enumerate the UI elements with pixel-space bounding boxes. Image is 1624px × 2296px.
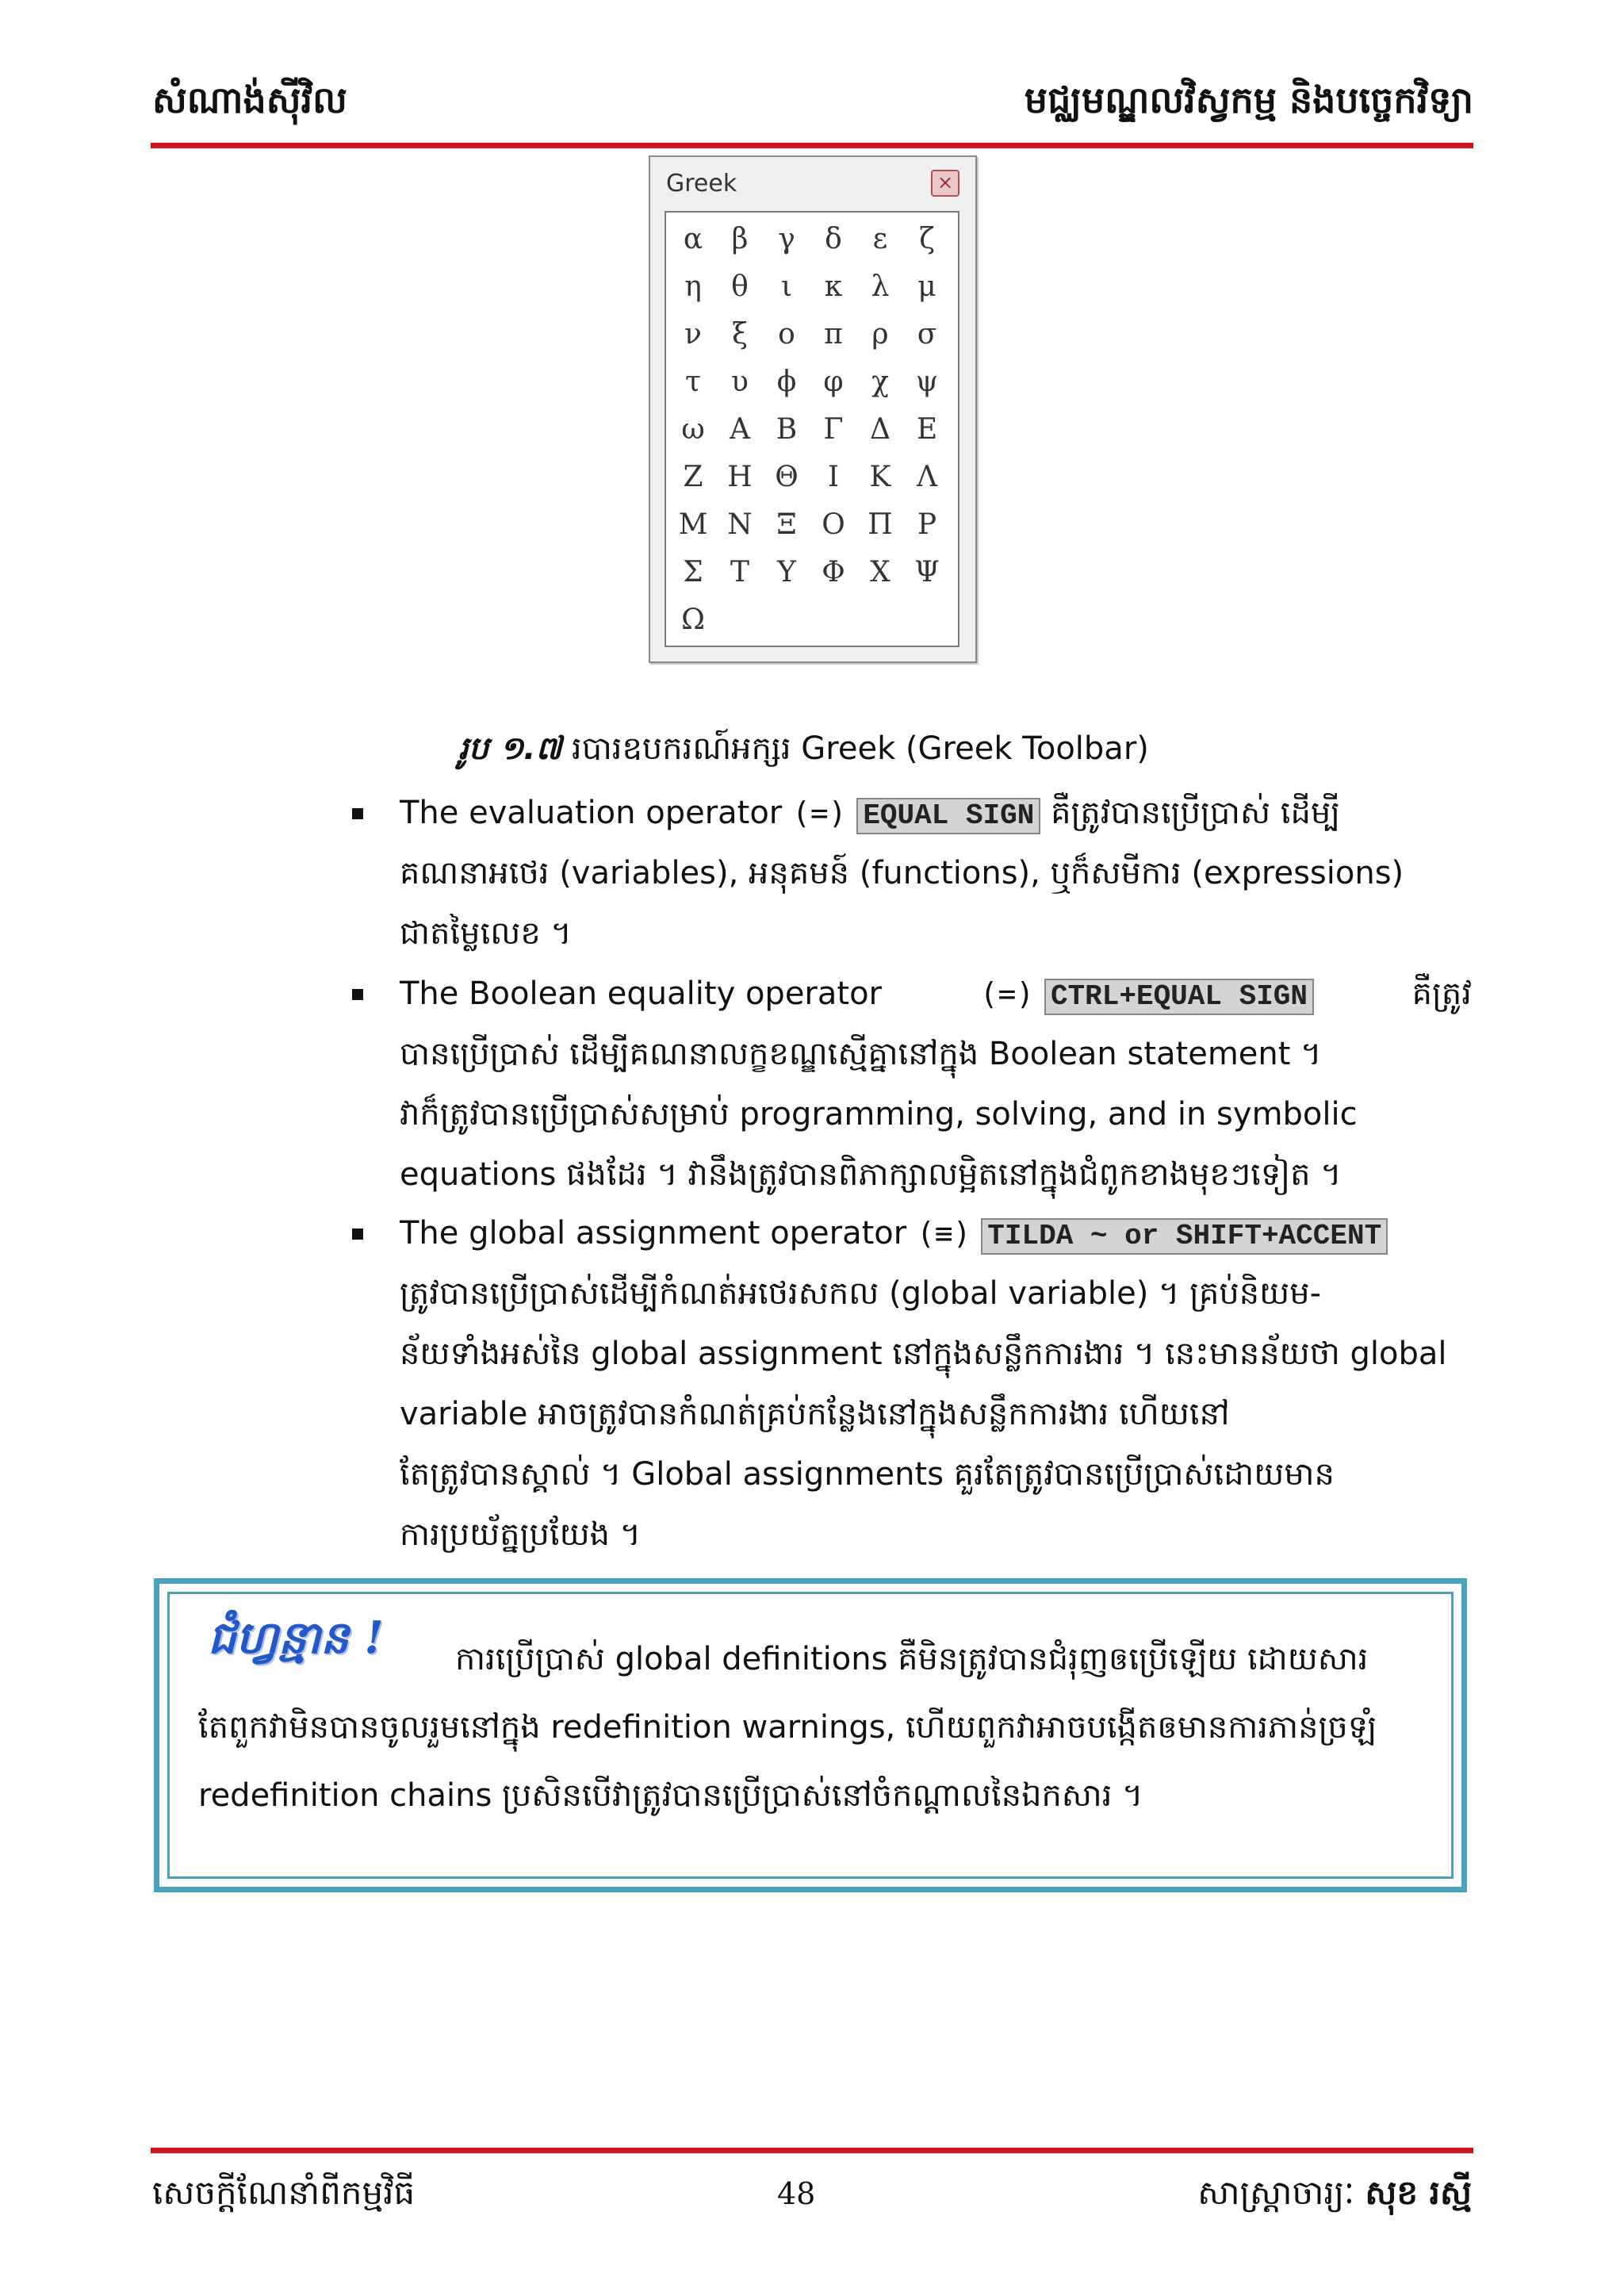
- header-left-title: សំណាង់ស៊ីវិល: [152, 79, 347, 121]
- bullet-2-line-2: បានប្រើប្រាស់ ដើម្បីគណនាលក្ខខណ្ឌស្មើគ្នានៅក្នុង Boolean statement ។: [400, 1036, 1322, 1072]
- figure-caption-text: របារឧបករណ៍អក្សរ Greek (Greek Toolbar): [561, 730, 1149, 767]
- bullet-square-icon: [352, 989, 363, 1000]
- bullet-2-line-3: វាក៏ត្រូវបានប្រើប្រាស់សម្រាប់ programming, solving, and in symbolic: [400, 1096, 1358, 1133]
- key-ctrl-equal-sign: CTRL+EQUAL SIGN: [1044, 979, 1314, 1015]
- header-rule: [151, 143, 1473, 148]
- bullet-text: The global assignment operator: [400, 1215, 917, 1251]
- greek-symbol-button[interactable]: Ο: [822, 508, 845, 541]
- greek-symbol-button[interactable]: Ψ: [914, 556, 940, 588]
- key-equal-sign: EQUAL SIGN: [856, 798, 1040, 834]
- greek-symbol-button[interactable]: Υ: [777, 556, 796, 588]
- bullet-1-line-1: [400, 793, 1472, 834]
- greek-toolbar-title: Greek: [666, 170, 737, 197]
- bullet-3-line-2: ត្រូវបានប្រើប្រាស់ដើម្បីកំណត់អថេរសកល (global variable) ។ គ្រប់និយម-: [400, 1275, 1322, 1312]
- greek-symbol-button[interactable]: υ: [731, 366, 749, 398]
- greek-symbol-button[interactable]: η: [684, 270, 702, 303]
- greek-symbol-button[interactable]: Ε: [916, 413, 938, 446]
- greek-symbol-button[interactable]: δ: [825, 223, 842, 255]
- greek-symbol-button[interactable]: Ζ: [683, 461, 703, 493]
- greek-symbol-button[interactable]: Δ: [870, 413, 891, 446]
- bullet-1-line-3: ជាតម្លៃលេខ ។: [400, 915, 572, 952]
- greek-symbol-button[interactable]: ϕ: [776, 366, 797, 398]
- greek-symbol-button[interactable]: μ: [917, 270, 936, 303]
- bullet-2-line-4: equations ផងដែរ ។ វានឹងត្រូវបានពិភាក្សាលម្អិតនៅក្នុងជំពូកខាងមុខៗទៀត ។: [400, 1156, 1342, 1193]
- greek-symbol-button[interactable]: Η: [727, 461, 753, 493]
- tip-line-2: តែពួកវាមិនបានចូលរួមនៅក្នុង redefinition warnings, ហើយពួកវាអាចបង្កើតឲមានការភាន់ច្រឡំ: [198, 1709, 1377, 1746]
- greek-symbol-button[interactable]: α: [683, 223, 703, 255]
- greek-symbol-button[interactable]: Κ: [869, 461, 891, 493]
- greek-symbol-button[interactable]: φ: [823, 366, 844, 398]
- greek-symbol-button[interactable]: Χ: [870, 556, 891, 588]
- greek-symbol-button[interactable]: ο: [778, 318, 795, 351]
- tip-title: ជំហ្វន្មាន !: [208, 1612, 384, 1664]
- greek-symbol-button[interactable]: Ρ: [917, 508, 937, 541]
- greek-symbol-button[interactable]: ψ: [915, 366, 939, 398]
- greek-symbol-button[interactable]: ν: [684, 318, 702, 351]
- greek-symbol-button[interactable]: π: [824, 318, 843, 351]
- figure-caption-label: រូប ១.៧: [458, 730, 562, 767]
- greek-symbol-button[interactable]: Μ: [678, 508, 708, 541]
- tip-line-1: ការប្រើប្រាស់ global definitions គឺមិនត្រូវបានជំរុញឲប្រើឡើយ ដោយសារ: [455, 1641, 1369, 1677]
- footer-author-label: សាស្ត្រាចារ្យៈ: [1197, 2173, 1365, 2212]
- greek-symbol-button[interactable]: Β: [776, 413, 798, 446]
- greek-toolbar-window: [649, 155, 977, 663]
- bullet-3-line-4: variable អាចត្រូវបានកំណត់គ្រប់កន្លែងនៅក្នុងសន្លឹកការងារ ហើយនៅ: [400, 1396, 1230, 1432]
- bullet-square-icon: [352, 808, 363, 819]
- greek-symbol-button[interactable]: γ: [778, 223, 795, 255]
- evaluation-operator-symbol: (=): [791, 795, 847, 830]
- greek-symbol-button[interactable]: Θ: [775, 461, 799, 493]
- greek-symbol-button[interactable]: Α: [730, 413, 750, 446]
- greek-symbol-button[interactable]: ι: [780, 270, 793, 303]
- greek-symbol-button[interactable]: ω: [681, 413, 705, 446]
- tip-line-3: redefinition chains ប្រសិនបើវាត្រូវបានប្រើប្រាស់នៅចំកណ្ដាលនៃឯកសារ ។: [198, 1777, 1143, 1814]
- bullet-square-icon: [352, 1228, 363, 1240]
- bullet-3-line-5: តែត្រូវបានស្គាល់ ។ Global assignments គួរតែត្រូវបានប្រើប្រាស់ដោយមាន: [400, 1456, 1335, 1493]
- page-number: 48: [777, 2176, 816, 2211]
- greek-symbol-button[interactable]: Λ: [917, 461, 937, 493]
- greek-toolbar-titlebar[interactable]: [650, 157, 975, 205]
- footer-left-text: សេចក្តីណែនាំពីកម្មវិធី: [152, 2173, 416, 2212]
- bullet-2-line-1: [400, 974, 1472, 1015]
- footer-author-name: សុខ រស្មី: [1365, 2173, 1472, 2212]
- bullet-text: The evaluation operator: [400, 795, 792, 831]
- greek-symbol-button[interactable]: Ω: [681, 604, 705, 636]
- footer-rule: [151, 2148, 1473, 2153]
- greek-symbol-button[interactable]: Ι: [827, 461, 840, 493]
- bullet-text: The Boolean equality operator: [400, 976, 882, 1012]
- greek-symbol-button[interactable]: ρ: [871, 318, 889, 351]
- greek-symbol-button[interactable]: Ν: [727, 508, 753, 541]
- greek-symbol-grid: [665, 211, 959, 647]
- close-icon[interactable]: ×: [931, 170, 959, 197]
- bullet-3-line-3: ន័យទាំងអស់នៃ global assignment នៅក្នុងសន្លឹកការងារ ។ នេះមានន័យថា global: [400, 1336, 1447, 1372]
- greek-symbol-button[interactable]: Π: [868, 508, 893, 541]
- footer-author: [1197, 2171, 1472, 2221]
- greek-symbol-button[interactable]: σ: [917, 318, 937, 351]
- greek-symbol-button[interactable]: λ: [871, 270, 890, 303]
- greek-symbol-button[interactable]: ζ: [919, 223, 935, 255]
- greek-symbol-button[interactable]: τ: [685, 366, 701, 398]
- bullet-text: គឺត្រូវ: [1411, 976, 1472, 1012]
- greek-symbol-button[interactable]: ξ: [732, 318, 748, 351]
- key-tilda-shift-accent: TILDA ~ or SHIFT+ACCENT: [981, 1218, 1388, 1255]
- boolean-operator-symbol: (=): [979, 976, 1035, 1011]
- greek-symbol-button[interactable]: Τ: [730, 556, 749, 588]
- bullet-3-line-6: ការប្រយ័ត្នប្រយែង ។: [400, 1516, 642, 1553]
- header-right-title: មជ្ឈមណ្ឌលវិស្វកម្ម និងបច្ចេកវិទ្យា: [1024, 79, 1473, 121]
- greek-symbol-button[interactable]: Σ: [683, 556, 703, 588]
- bullet-text: គឺត្រូវបានប្រើប្រាស់ ដើម្បី: [1040, 795, 1341, 831]
- greek-symbol-button[interactable]: χ: [871, 366, 889, 398]
- global-assignment-operator-symbol: (≡): [916, 1216, 971, 1251]
- greek-symbol-button[interactable]: ε: [872, 223, 888, 255]
- greek-symbol-button[interactable]: κ: [824, 270, 843, 303]
- greek-symbol-button[interactable]: Ξ: [776, 508, 797, 541]
- bullet-1-line-2: គណនាអថេរ (variables), អនុគមន៍ (functions), ឬក៏សមីការ (expressions): [400, 855, 1404, 891]
- greek-symbol-button[interactable]: Γ: [823, 413, 844, 446]
- greek-symbol-button[interactable]: β: [731, 223, 749, 255]
- greek-symbol-button[interactable]: Φ: [822, 556, 845, 588]
- tip-box: [154, 1578, 1467, 1892]
- greek-symbol-button[interactable]: θ: [731, 270, 749, 303]
- tip-box-inner: [167, 1592, 1454, 1879]
- bullet-3-line-1: [400, 1213, 1472, 1255]
- figure-caption: [458, 728, 1149, 775]
